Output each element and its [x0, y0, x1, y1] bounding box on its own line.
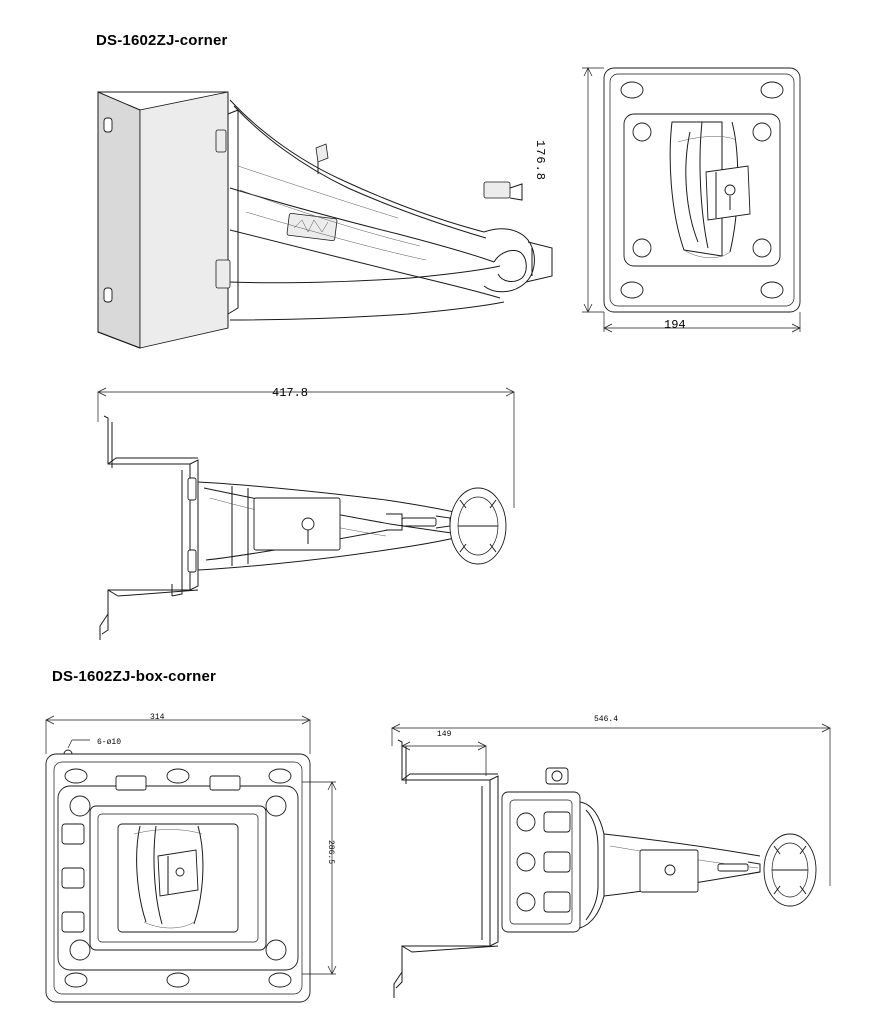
isometric-wall-mount-bracket [80, 70, 550, 360]
side-view-bracket [86, 378, 536, 648]
section-title-box-corner: DS-1602ZJ-box-corner [52, 668, 217, 685]
side-view-junction-box-bracket [378, 706, 848, 1016]
dimension-side-length: 417.8 [272, 386, 309, 400]
dimension-box-side-offset: 149 [437, 730, 452, 739]
dimension-box-front-width: 314 [150, 713, 165, 722]
section-title-corner: DS-1602ZJ-corner [96, 32, 228, 49]
dimension-box-front-height: 286.5 [326, 840, 335, 865]
dimension-box-side-length: 546.4 [594, 715, 619, 724]
dimension-box-hole-note: 6-ø10 [97, 738, 122, 747]
dimension-front-width: 194 [664, 318, 686, 332]
front-view-junction-box [28, 706, 358, 1016]
front-view-mount-plate [580, 60, 860, 350]
dimension-front-height: 176.8 [533, 140, 547, 182]
